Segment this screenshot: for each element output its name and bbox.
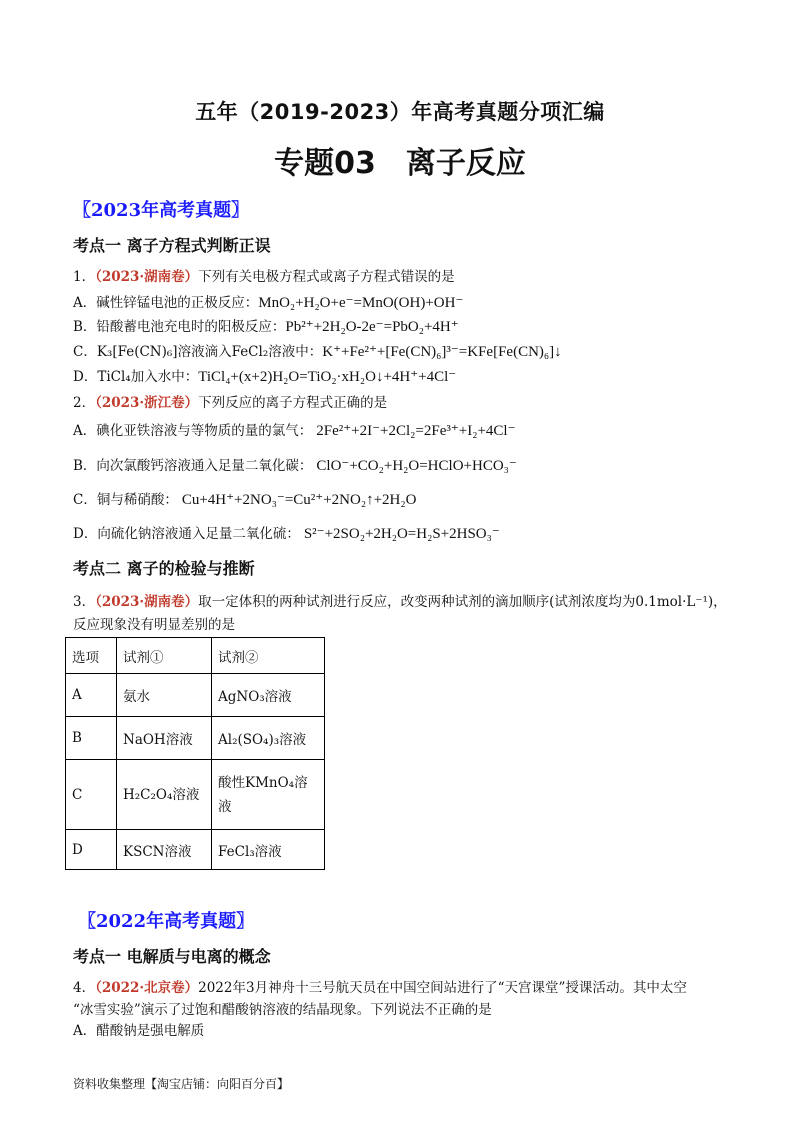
table-cell: AgNO₃溶液 <box>212 674 325 717</box>
table-row <box>66 830 325 870</box>
q1-option-a: A．碱性锌锰电池的正极反应：MnO₂+H₂O+e⁻=MnO(OH)+OH⁻ <box>73 295 464 311</box>
question-number: 4． <box>73 980 96 996</box>
question-4 <box>73 976 687 996</box>
question-number: 3． <box>73 594 96 610</box>
section-2023-heading: 〖2023年高考真题〗 <box>73 200 250 221</box>
question-1 <box>73 265 455 285</box>
equation: Pb²⁺+2H₂O-2e⁻=PbO₂+4H⁺ <box>285 319 459 335</box>
table-row <box>66 674 325 717</box>
table-header: 试剂① <box>117 638 212 674</box>
question-source: （2022·北京卷） <box>95 980 199 996</box>
table-cell: A <box>66 674 117 717</box>
question-text: 取一定体积的两种试剂进行反应，改变两种试剂的滴加顺序(试剂浓度均为0.1mol·L⁻¹)， <box>198 594 727 610</box>
question-text: 下列有关电极方程式或离子方程式错误的是 <box>198 269 455 285</box>
q2-option-a: A．碘化亚铁溶液与等物质的量的氯气： 2Fe²⁺+2I⁻+2Cl₂=2Fe³⁺+I₂+4Cl⁻ <box>73 423 516 439</box>
kaodian-1-heading: 考点一 离子方程式判断正误 <box>73 236 271 255</box>
q1-option-b: B．铅酸蓄电池充电时的阳极反应：Pb²⁺+2H₂O-2e⁻=PbO₂+4H⁺ <box>73 319 459 335</box>
table-cell: C <box>66 760 117 830</box>
question-number: 2． <box>73 395 96 411</box>
question-source: （2023·浙江卷） <box>95 395 199 411</box>
q1-option-d: D．TiCl₄加入水中：TiCl₄+(x+2)H₂O=TiO₂·xH₂O↓+4H⁺+4Cl⁻ <box>73 369 457 385</box>
table-cell: 氨水 <box>117 674 212 717</box>
table-cell: D <box>66 830 117 870</box>
question-4-line-2: “冰雪实验”演示了过饱和醋酸钠溶液的结晶现象。下列说法不正确的是 <box>73 1002 492 1018</box>
equation: S²⁻+2SO₂+2H₂O=H₂S+2HSO₃⁻ <box>303 526 500 542</box>
table-cell: KSCN溶液 <box>117 830 212 870</box>
question-text: 下列反应的离子方程式正确的是 <box>198 395 388 411</box>
table-row <box>66 760 325 830</box>
table-header: 选项 <box>66 638 117 674</box>
question-2 <box>73 391 387 411</box>
equation: 2Fe²⁺+2I⁻+2Cl₂=2Fe³⁺+I₂+4Cl⁻ <box>316 423 516 439</box>
q2-option-d: D．向硫化钠溶液通入足量二氧化硫： S²⁻+2SO₂+2H₂O=H₂S+2HSO₃⁻ <box>73 526 500 542</box>
kaodian-2-heading: 考点二 离子的检验与推断 <box>73 559 255 578</box>
table-header: 试剂② <box>212 638 325 674</box>
table-row <box>66 717 325 760</box>
section-2022-heading: 〖2022年高考真题〗 <box>78 911 255 932</box>
q2-option-c: C．铜与稀硝酸： Cu+4H⁺+2NO₃⁻=Cu²⁺+2NO₂↑+2H₂O <box>73 492 417 508</box>
table-cell: Al₂(SO₄)₃溶液 <box>212 717 325 760</box>
equation: K⁺+Fe²⁺+[Fe(CN)₆]³⁻=KFe[Fe(CN)₆]↓ <box>322 344 562 360</box>
question-text: 2022年3月神舟十三号航天员在中国空间站进行了“天宫课堂”授课活动。其中太空 <box>198 980 687 996</box>
q2-option-b: B．向次氯酸钙溶液通入足量二氧化碳： ClO⁻+CO₂+H₂O=HClO+HCO₃⁻ <box>73 458 517 474</box>
question-source: （2023·湖南卷） <box>95 269 199 285</box>
table-cell: H₂C₂O₄溶液 <box>117 760 212 830</box>
question-3 <box>73 590 727 610</box>
question-source: （2023·湖南卷） <box>95 594 199 610</box>
table-cell: 酸性KMnO₄溶液 <box>212 760 325 830</box>
kaodian-3-heading: 考点一 电解质与电离的概念 <box>73 947 271 966</box>
equation: Cu+4H⁺+2NO₃⁻=Cu²⁺+2NO₂↑+2H₂O <box>181 492 417 508</box>
question-3-line-2: 反应现象没有明显差别的是 <box>73 617 235 633</box>
topic-title: 专题03 离子反应 <box>274 146 526 181</box>
reagent-table <box>65 637 325 870</box>
q4-option-a: A．醋酸钠是强电解质 <box>73 1023 205 1039</box>
table-cell: FeCl₃溶液 <box>212 830 325 870</box>
equation: MnO₂+H₂O+e⁻=MnO(OH)+OH⁻ <box>258 295 464 311</box>
question-number: 1． <box>73 269 96 285</box>
table-cell: B <box>66 717 117 760</box>
equation: TiCl₄+(x+2)H₂O=TiO₂·xH₂O↓+4H⁺+4Cl⁻ <box>198 369 457 385</box>
table-cell: NaOH溶液 <box>117 717 212 760</box>
q1-option-c: C．K₃[Fe(CN)₆]溶液滴入FeCl₂溶液中：K⁺+Fe²⁺+[Fe(CN)₆]³⁻=KFe[Fe(CN)₆]↓ <box>73 344 562 360</box>
equation: ClO⁻+CO₂+H₂O=HClO+HCO₃⁻ <box>316 458 517 474</box>
table-header-row <box>66 638 325 674</box>
document-title: 五年（2019-2023）年高考真题分项汇编 <box>195 100 605 124</box>
footer-note: 资料收集整理【淘宝店铺：向阳百分百】 <box>73 1077 290 1091</box>
